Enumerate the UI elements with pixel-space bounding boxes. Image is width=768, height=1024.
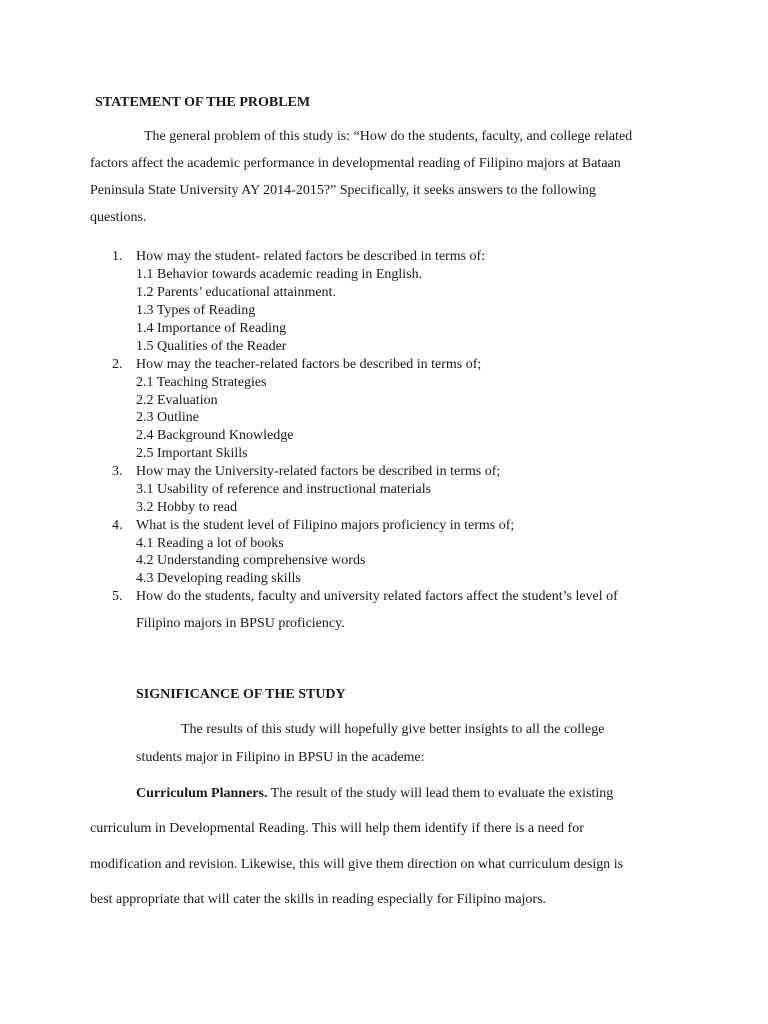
sub-question: 3.2 Hobby to read — [136, 500, 238, 515]
sub-question: 2.3 Outline — [136, 410, 199, 425]
significance-intro-line: students major in Filipino in BPSU in the academe: — [136, 750, 425, 765]
curriculum-planners-text: The result of the study will lead them to evaluate the existing — [267, 786, 614, 801]
sub-question: 1.3 Types of Reading — [136, 303, 256, 318]
question-number: 4. — [112, 518, 123, 533]
question-number: 5. — [112, 589, 123, 604]
curriculum-planners-label: Curriculum Planners. — [136, 786, 268, 801]
sub-question: 1.1 Behavior towards academic reading in English. — [136, 267, 423, 282]
curriculum-planners-paragraph — [136, 786, 613, 802]
sub-question: 2.1 Teaching Strategies — [136, 375, 267, 390]
sub-question: 1.2 Parents’ educational attainment. — [136, 285, 336, 300]
curriculum-planners-line: modification and revision. Likewise, this will give them direction on what curriculum design is — [90, 857, 624, 872]
sub-question: 2.5 Important Skills — [136, 446, 248, 461]
sub-question: 2.2 Evaluation — [136, 393, 218, 408]
significance-intro-line: The results of this study will hopefully give better insights to all the college — [181, 722, 605, 737]
question-number: 2. — [112, 357, 123, 372]
problem-intro-line: questions. — [90, 210, 147, 225]
question-continuation: Filipino majors in BPSU proficiency. — [136, 616, 345, 631]
sub-question: 4.1 Reading a lot of books — [136, 536, 284, 551]
problem-heading: STATEMENT OF THE PROBLEM — [95, 95, 311, 110]
problem-intro-line: factors affect the academic performance in developmental reading of Filipino majors at Bataan — [90, 156, 621, 171]
question-number: 1. — [112, 249, 123, 264]
sub-question: 4.3 Developing reading skills — [136, 571, 301, 586]
question-text: How may the student- related factors be described in terms of: — [136, 249, 486, 264]
sub-question: 2.4 Background Knowledge — [136, 428, 294, 443]
sub-question: 1.4 Importance of Reading — [136, 321, 287, 336]
sub-question: 3.1 Usability of reference and instructional materials — [136, 482, 432, 497]
problem-intro-line: The general problem of this study is: “How do the students, faculty, and college related — [144, 129, 633, 144]
sub-question: 1.5 Qualities of the Reader — [136, 339, 287, 354]
question-text: How may the teacher-related factors be described in terms of; — [136, 357, 482, 372]
question-text: How do the students, faculty and university related factors affect the student’s level of — [136, 589, 618, 604]
question-text: What is the student level of Filipino majors proficiency in terms of; — [136, 518, 515, 533]
question-text: How may the University-related factors be described in terms of; — [136, 464, 501, 479]
curriculum-planners-line: best appropriate that will cater the skills in reading especially for Filipino majors. — [90, 892, 547, 907]
problem-intro-line: Peninsula State University AY 2014-2015?” Specifically, it seeks answers to the following — [90, 183, 596, 198]
sub-question: 4.2 Understanding comprehensive words — [136, 553, 366, 568]
question-number: 3. — [112, 464, 123, 479]
curriculum-planners-line: curriculum in Developmental Reading. This will help them identify if there is a need for — [90, 821, 584, 836]
significance-heading: SIGNIFICANCE OF THE STUDY — [136, 687, 346, 702]
